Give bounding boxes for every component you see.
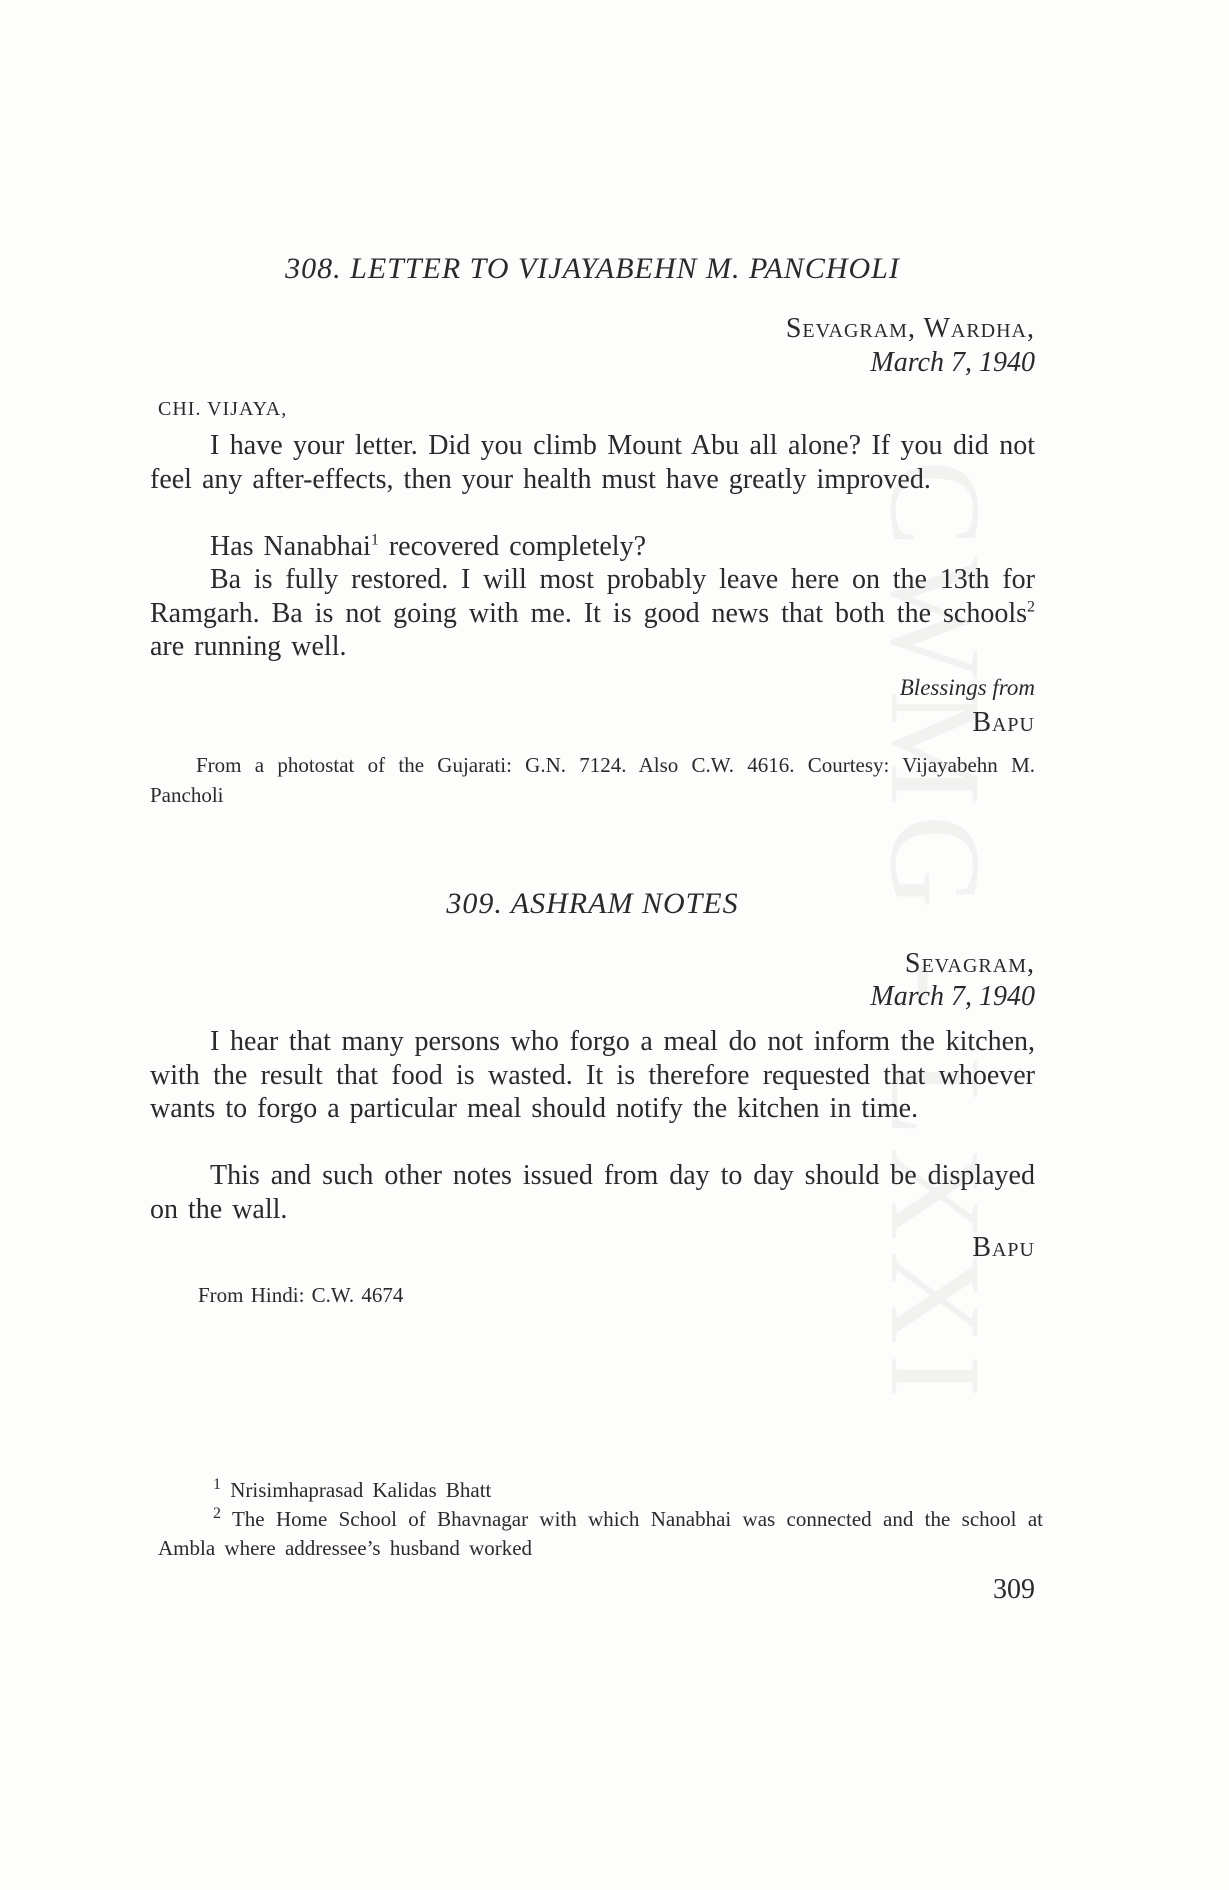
doc-308-p3-text-b: are running well. [150, 631, 347, 662]
doc-308-signature: Bapu [972, 707, 1035, 738]
doc-309-paragraph-1: I hear that many persons who forgo a meal do not inform the kitchen, with the result that food is wasted. It is therefore requested that whoever wants to forgo a particular meal should notify the kitchen in time. [150, 1026, 1035, 1124]
doc-308-paragraph-3 [150, 563, 1035, 664]
footnote-1-text: Nrisimhaprasad Kalidas Bhatt [230, 1478, 492, 1502]
footnote-ref-1: 1 [370, 531, 379, 549]
page-number: 309 [993, 1574, 1035, 1605]
footnote-1 [158, 1476, 1043, 1505]
doc-308-date: March 7, 1940 [870, 347, 1035, 378]
doc-308-place: Sevagram, Wardha, [785, 313, 1035, 344]
doc-309-source: From Hindi: C.W. 4674 [198, 1283, 404, 1307]
doc-309-signature: Bapu [972, 1232, 1035, 1263]
doc-308-p2-text-b: recovered completely? [378, 531, 647, 562]
footnote-2 [158, 1505, 1043, 1563]
doc-308-p2-text-a: Has Nanabhai [210, 531, 371, 562]
footnote-ref-2: 2 [1027, 598, 1035, 616]
text-column [150, 0, 1043, 1890]
doc-308-salutation: CHI. VIJAYA, [158, 398, 288, 420]
footnote-2-text: The Home School of Bhavnagar with which Nanabhai was connected and the school at Ambla where addressee’s husband worked [158, 1507, 1043, 1560]
doc-309-date: March 7, 1940 [870, 981, 1035, 1012]
doc-309-title: 309. ASHRAM NOTES [446, 887, 739, 920]
footnote-1-number: 1 [213, 1476, 221, 1493]
doc-308-source: From a photostat of the Gujarati: G.N. 7124. Also C.W. 4616. Courtesy: Vijayabehn M. Pancholi [150, 753, 1035, 807]
doc-308-paragraph-1: I have your letter. Did you climb Mount Abu all alone? If you did not feel any after-effects, then your health must have greatly improved. [150, 430, 1035, 495]
doc-308-title: 308. LETTER TO VIJAYABEHN M. PANCHOLI [285, 252, 900, 285]
doc-309-paragraph-2: This and such other notes issued from day to day should be displayed on the wall. [150, 1160, 1035, 1225]
footnote-2-number: 2 [213, 1505, 221, 1522]
doc-308-paragraph-2 [150, 530, 1035, 564]
doc-309-place: Sevagram, [904, 948, 1035, 979]
doc-308-p3-text-a: Ba is fully restored. I will most probably leave here on the 13th for Ramgarh. Ba is not going with me. It is good news that both the schools [150, 564, 1035, 629]
doc-308-closing: Blessings from [899, 675, 1035, 700]
